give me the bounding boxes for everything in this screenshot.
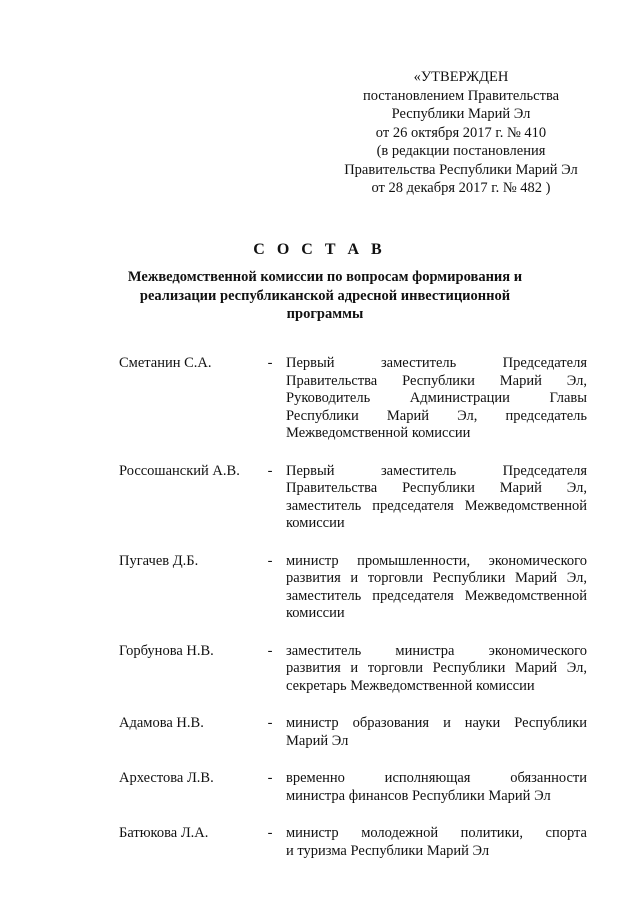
- subtitle-line: Межведомственной комиссии по вопросам формирования и: [127, 269, 523, 285]
- approval-stamp: [330, 68, 592, 198]
- approval-line: от 26 октября 2017 г. № 410: [375, 124, 547, 141]
- approval-line: Республики Марий Эл: [391, 106, 531, 122]
- member-role-line: Первый заместитель Председателя: [286, 355, 587, 371]
- member-dash: -: [267, 770, 273, 786]
- member-role-line: Межведомственной комиссии: [286, 425, 471, 441]
- member-dash: -: [267, 552, 273, 569]
- member-role: [286, 715, 587, 750]
- approval-line: «УТВЕРЖДЕН: [413, 69, 509, 85]
- member-dash: -: [267, 462, 273, 479]
- approval-line: от 28 декабря 2017 г. № 482 ): [371, 180, 551, 196]
- subtitle-line: реализации республиканской адресной инвестиционной программы: [139, 287, 511, 322]
- approval-line: Правительства Республики Марий Эл: [344, 161, 578, 178]
- member-dash: -: [267, 355, 273, 371]
- approval-line: (в редакции постановления: [376, 143, 546, 159]
- member-role-line: министр промышленности, экономического: [286, 552, 587, 569]
- member-role-line: министр образования и науки Республики: [286, 715, 587, 731]
- member-row: [119, 643, 587, 696]
- member-role-line: заместитель председателя Межведомственной: [286, 497, 587, 514]
- member-role-line: Правительства Республики Марий Эл,: [286, 372, 587, 389]
- member-row: [119, 770, 587, 805]
- member-role-line: министра финансов Республики Марий Эл: [286, 787, 551, 804]
- member-role: [286, 553, 587, 623]
- member-role-line: и туризма Республики Марий Эл: [286, 842, 490, 859]
- member-name: Батюкова Л.А.: [119, 825, 209, 841]
- member-role-line: комиссии: [286, 515, 345, 531]
- member-role: [286, 770, 587, 805]
- member-role: [286, 355, 587, 443]
- member-role-line: секретарь Межведомственной комиссии: [286, 677, 535, 694]
- document-heading: С О С Т А В: [253, 241, 386, 258]
- member-name: Сметанин С.А.: [119, 355, 212, 371]
- member-row: [119, 825, 587, 860]
- member-dash: -: [267, 642, 273, 659]
- member-role: [286, 825, 587, 860]
- member-role-line: министр молодежной политики, спорта: [286, 825, 587, 841]
- member-dash: -: [267, 715, 273, 731]
- member-role-line: заместитель министра экономического: [286, 642, 587, 659]
- member-role: [286, 463, 587, 533]
- member-role-line: Руководитель Администрации Главы: [286, 390, 587, 406]
- member-name: Адамова Н.В.: [119, 715, 204, 731]
- member-name: Горбунова Н.В.: [119, 642, 214, 659]
- member-dash: -: [267, 825, 273, 841]
- member-role-line: Правительства Республики Марий Эл,: [286, 480, 587, 496]
- member-name: Пугачев Д.Б.: [119, 552, 199, 569]
- member-role-line: Республики Марий Эл, председатель: [286, 407, 587, 424]
- member-row: [119, 463, 587, 533]
- member-role-line: временно исполняющая обязанности: [286, 770, 587, 786]
- member-name: Архестова Л.В.: [119, 770, 214, 786]
- member-role: [286, 643, 587, 696]
- member-name: Россошанский А.В.: [119, 462, 240, 479]
- member-row: [119, 553, 587, 623]
- member-row: [119, 355, 587, 443]
- document-subtitle: [100, 268, 550, 324]
- member-role-line: Первый заместитель Председателя: [286, 462, 587, 479]
- members-list: [119, 355, 587, 880]
- member-role-line: заместитель председателя Межведомственной: [286, 587, 587, 604]
- member-role-line: Марий Эл: [286, 732, 349, 749]
- member-role-line: комиссии: [286, 605, 345, 621]
- member-role-line: развития и торговли Республики Марий Эл,: [286, 660, 587, 676]
- member-row: [119, 715, 587, 750]
- member-role-line: развития и торговли Республики Марий Эл,: [286, 570, 587, 586]
- approval-line: постановлением Правительства: [362, 87, 560, 104]
